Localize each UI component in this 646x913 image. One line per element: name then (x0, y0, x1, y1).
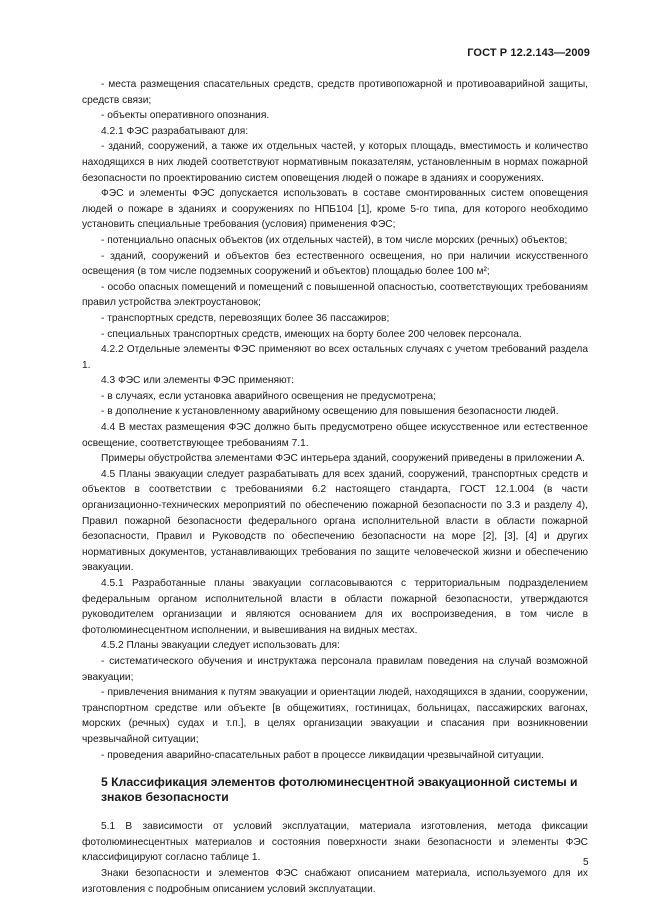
paragraph: - привлечения внимания к путям эвакуации и ориентации людей, находящихся в здании, сооружении, транспортном средстве или объекте [в общежитиях, гостиницах, больницах, пассажирских вагонах, морских (речных) судах и т.п.], в целях организации эвакуации и спасания при возникновении чрезвычайной ситуации; (82, 687, 588, 745)
paragraph: - проведения аварийно-спасательных работ в процессе ликвидации чрезвычайной ситуации. (101, 749, 544, 761)
paragraph: - места размещения спасательных средств, средств противопожарной и противоаварийной защиты, средств связи; (82, 79, 588, 106)
paragraph: - зданий, сооружений и объектов без естественного освещения, но при наличии искусственного освещения (в том числе подземных сооружений и объектов) площадью более 100 м²; (82, 250, 588, 278)
paragraph: - зданий, сооружений, а также их отдельных частей, у которых площадь, вместимость и количество находящихся в них людей соответствуют нормативным показателям, установленным в нормах пожарной безопасности по проектированию систем оповещения людей о пожаре в зданиях и сооружениях. (82, 141, 588, 184)
page-number: 5 (583, 857, 589, 868)
paragraph: - объекты оперативного опознания. (101, 110, 270, 122)
paragraph: - в дополнение к установленному аварийному освещению для повышения безопасности людей. (101, 406, 559, 418)
page-body (82, 77, 588, 897)
text-block-after-section (82, 819, 588, 897)
paragraph: 4.5 Планы эвакуации следует разрабатывать для всех зданий, сооружений, транспортных средств и объектов в соответствии с требованиями 6.2 настоящего стандарта, ГОСТ 12.1.004 (в части организационно-технических мероприятий по обеспечению пожарной безопасности по 3.3 и разделу 4), Правил пожарной безопасности федерального органа исполнительной власти в области пожарной безопасности, Правил и Руководств по обеспечению безопасности на море [2], [3], [4] и других нормативных документов, устанавливающих требования по защите человеческой жизни и обеспечению эвакуации. (82, 468, 588, 574)
paragraph: 4.2.1 ФЭС разрабатывают для: (101, 125, 249, 137)
paragraph: - особо опасных помещений и помещений с повышенной опасностью, соответствующих требованиям правил устройства электроустановок; (82, 281, 588, 309)
paragraph: 4.3 ФЭС или элементы ФЭС применяют: (101, 375, 294, 387)
paragraph: - потенциально опасных объектов (их отдельных частей), в том числе морских (речных) объектов; (101, 234, 568, 246)
paragraph: 5.1 В зависимости от условий эксплуатации, материала изготовления, метода фиксации фотолюминесцентных материалов и состояния поверхности знаки безопасности и элементы ФЭС классифицируют согласно таблице 1. (82, 821, 588, 864)
paragraph: - транспортных средств, перевозящих более 36 пассажиров; (101, 312, 390, 324)
paragraph: ФЭС и элементы ФЭС допускается использовать в составе смонтированных систем оповещения людей о пожаре в зданиях и сооружениях по НПБ104 [1], кроме 5-го типа, для которого необходимо установить специальные требования (условия) применения ФЭС; (82, 188, 588, 231)
paragraph: - систематического обучения и инструктажа персонала правилам поведения на случай возможной эвакуации; (82, 655, 588, 683)
paragraph: 4.5.2 Планы эвакуации следует использовать для: (101, 640, 340, 652)
section-heading: 5 Классификация элементов фотолюминесцентной эвакуационной системы и знаков безопасности (101, 775, 578, 805)
paragraph: 4.2.2 Отдельные элементы ФЭС применяют во всех остальных случаях с учетом требований раздела 1. (82, 344, 588, 371)
paragraph: 4.4 В местах размещения ФЭС должно быть предусмотрено общее искусственное или естественное освещение, соответствующее требованиям 7.1. (82, 422, 588, 449)
paragraph: Знаки безопасности и элементов ФЭС снабжают описанием материала, используемого для их изготовления с подробным описанием условий эксплуатации. (82, 867, 588, 895)
paragraph: - в случаях, если установка аварийного освещения не предусмотрена; (101, 390, 436, 402)
paragraph: - специальных транспортных средств, имеющих на борту более 200 человек персонала. (101, 328, 522, 340)
text-block-before-section (82, 77, 588, 763)
document-header: ГОСТ Р 12.2.143—2009 (467, 47, 590, 59)
paragraph: Примеры обустройства элементами ФЭС интерьера зданий, сооружений приведены в приложении А. (101, 453, 585, 465)
paragraph: 4.5.1 Разработанные планы эвакуации согласовываются с территориальным подразделением федеральным органом исполнительной власти в области пожарной безопасности, утверждаются руководителем организации и являются основанием для их воспроизведения, в том числе в фотолюминесцентном исполнении, и вывешивания на видных местах. (82, 578, 588, 636)
